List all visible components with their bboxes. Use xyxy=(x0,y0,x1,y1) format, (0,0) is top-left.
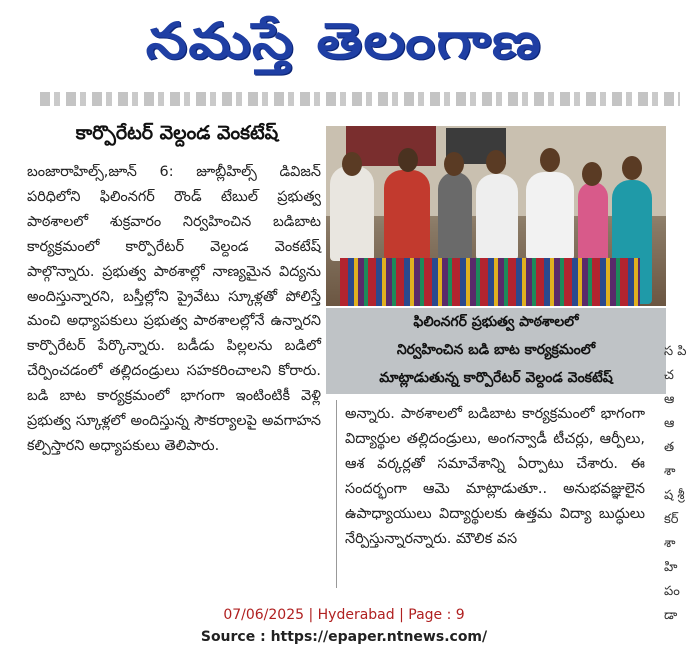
photo-person-head xyxy=(444,152,464,176)
masthead xyxy=(0,0,688,84)
photo-person xyxy=(526,172,574,260)
column-divider xyxy=(336,400,337,588)
caption-line: ఫిలింనగర్ ప్రభుత్వ పాఠశాలలో xyxy=(413,314,579,330)
caption-line: నిర్వహించిన బడి బాట కార్యక్రమంలో xyxy=(396,342,596,358)
photo-person xyxy=(476,174,518,260)
photo-person xyxy=(384,170,430,260)
article-body-continued: అన్నారు. పాఠశాలలో బడిబాట కార్యక్రమంలో భాగంగా విద్యార్థుల తల్లిదండ్రులు, అంగన్వాడీ టీచర్లు, ఆర్పీలు, ఆశ వర్కర్లతో సమావేశాన్ని ఏర్పాటు చేశారు. ఈ సందర్భంగా ఆమె మాట్లాడుతూ.. అనుభవజ్ఞులైన ఉపాధ్యాయులు విద్యార్థులకు ఉత్తమ విద్యా బుద్ధులు నేర్పిస్తున్నారన్నారు. మౌలిక వస xyxy=(345,406,645,547)
clipped-text-strip xyxy=(40,92,680,106)
article-body-column-1 xyxy=(27,160,321,459)
footer-edition-info: 07/06/2025 | Hyderabad | Page : 9 xyxy=(223,607,465,623)
photo-person-head xyxy=(486,150,506,174)
photo-person xyxy=(578,182,608,262)
article-body-column-2 xyxy=(345,402,645,551)
footer-source-link[interactable]: Source : https://epaper.ntnews.com/ xyxy=(200,629,488,645)
photo-person xyxy=(438,172,472,260)
photo-person xyxy=(330,166,374,261)
article-body-text: బంజారాహిల్స్,జూన్ 6: జూబ్లీహిల్స్ డివిజన్ పరిధిలోని ఫిలింనగర్ రౌండ్ టేబుల్ ప్రభుత్వ పాఠశాలలో శుక్రవారం నిర్వహించిన బడిబాట కార్యక్రమంలో కార్పొరేటర్ వెల్దండ వెంకటేష్ పాల్గొన్నారు. ప్రభుత్వ పాఠశాల్లో నాణ్యమైన విద్యను అందిస్తున్నారని, బస్తీల్లోని ప్రైవేటు స్కూళ్లతో పోలిస్తే మంచి అధ్యాపకులు ప్రభుత్వ పాఠశాలల్లోనే ఉన్నారని కార్పొరేటర్ పేర్కొన్నారు. బడీడు పిల్లలను బడిలో చేర్పించడంలో తల్లిదండ్రులు సహకరించాలని కోరారు. బడి బాట కార్యక్రమంలో భాగంగా ఇంటింటికీ వెళ్లి ప్రభుత్వ స్కూళ్లలో అందిస్తున్న సౌకర్యాలపై అవగాహన కల్పిస్తారని అధ్యాపకులు తెలిపారు. xyxy=(27,164,321,454)
photo-person-head xyxy=(342,152,362,176)
photo-person-head xyxy=(622,156,642,180)
photo-person-head xyxy=(398,148,418,172)
page-footer xyxy=(0,604,688,648)
news-photo xyxy=(326,126,666,306)
adjacent-article-fragment: స పి చ ఆ ఆ త శా ష శ్రీ కర్ శా హి పం డా xyxy=(664,344,687,623)
photo-table-cloth xyxy=(340,258,640,306)
photo-caption xyxy=(326,308,666,394)
article-headline: కార్పొరేటర్ వెల్దండ వెంకటేష్ xyxy=(75,122,279,144)
newspaper-logo: నమస్తే తెలంగాణ xyxy=(146,12,542,70)
photo-person-head xyxy=(582,162,602,186)
photo-person-head xyxy=(540,148,560,172)
caption-line: మాట్లాడుతున్న కార్పొరేటర్ వెల్దండ వెంకటేష్ xyxy=(379,370,613,386)
